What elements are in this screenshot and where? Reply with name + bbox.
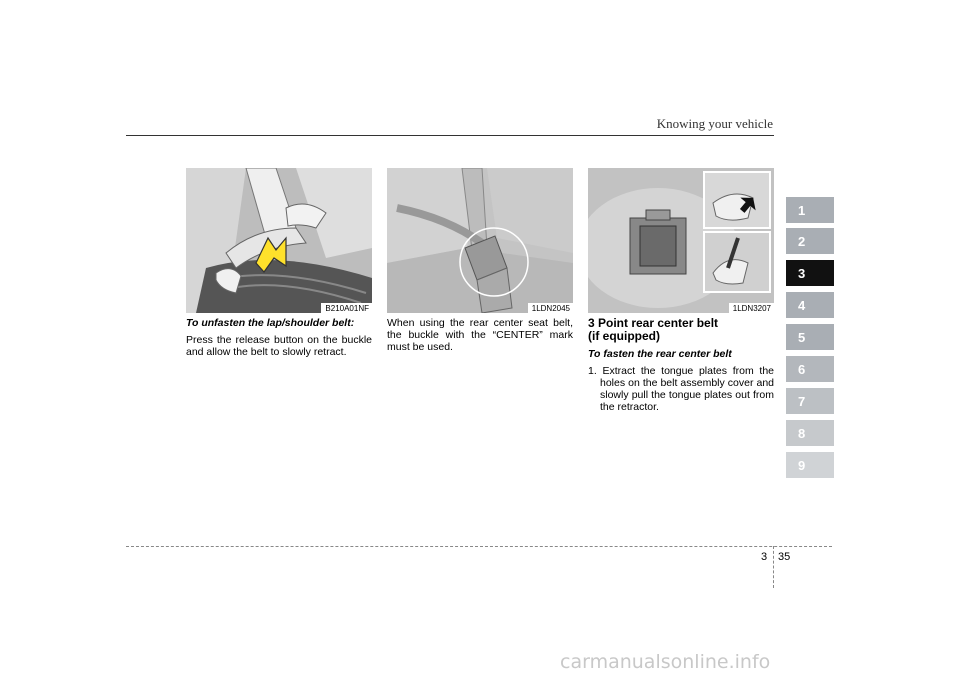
figure-code: 1LDN2045 [528,303,573,313]
unfasten-subheading: To unfasten the lap/shoulder belt: [186,317,355,329]
chapter-tab-2[interactable]: 2 [786,228,834,254]
column-center-buckle [387,317,573,353]
unfasten-body: Press the release button on the buckle and allow the belt to slowly retract. [186,334,372,358]
footer-page-number: 35 [778,551,791,563]
column-unfasten [186,317,372,358]
figure-code: 1LDN3207 [729,303,774,313]
footer-vertical-divider [773,546,774,588]
chapter-tab-8[interactable]: 8 [786,420,834,446]
section-title [588,317,774,343]
footer-divider [126,546,832,547]
chapter-tab-3[interactable]: 3 [786,260,834,286]
step-1: 1. Extract the tongue plates from the holes on the belt assembly cover and slowly pull the tongue plates out from the retractor. [588,365,774,413]
figure-rear-center-belt [588,168,774,313]
chapter-tab-9[interactable]: 9 [786,452,834,478]
fasten-subheading: To fasten the rear center belt [588,348,732,360]
section-title-line1: 3 Point rear center belt [588,316,719,330]
chapter-tab-5[interactable]: 5 [786,324,834,350]
chapter-tab-4[interactable]: 4 [786,292,834,318]
rear-center-belt-illustration [588,168,774,313]
center-buckle-illustration [387,168,573,313]
header-divider [126,135,774,136]
figure-center-buckle [387,168,573,313]
watermark-text: carmanualsonline.info [560,651,771,673]
center-buckle-body: When using the rear center seat belt, the buckle with the “CENTER” mark must be used. [387,317,573,353]
column-rear-center-belt [588,317,774,413]
chapter-tab-1[interactable]: 1 [786,197,834,223]
figure-code: B210A01NF [321,303,372,313]
chapter-tab-7[interactable]: 7 [786,388,834,414]
section-title-line2: (if equipped) [588,329,660,343]
footer-chapter-number: 3 [761,551,768,563]
unfasten-belt-illustration [186,168,372,313]
figure-unfasten-belt [186,168,372,313]
page-header-title: Knowing your vehicle [656,116,773,131]
chapter-tab-6[interactable]: 6 [786,356,834,382]
